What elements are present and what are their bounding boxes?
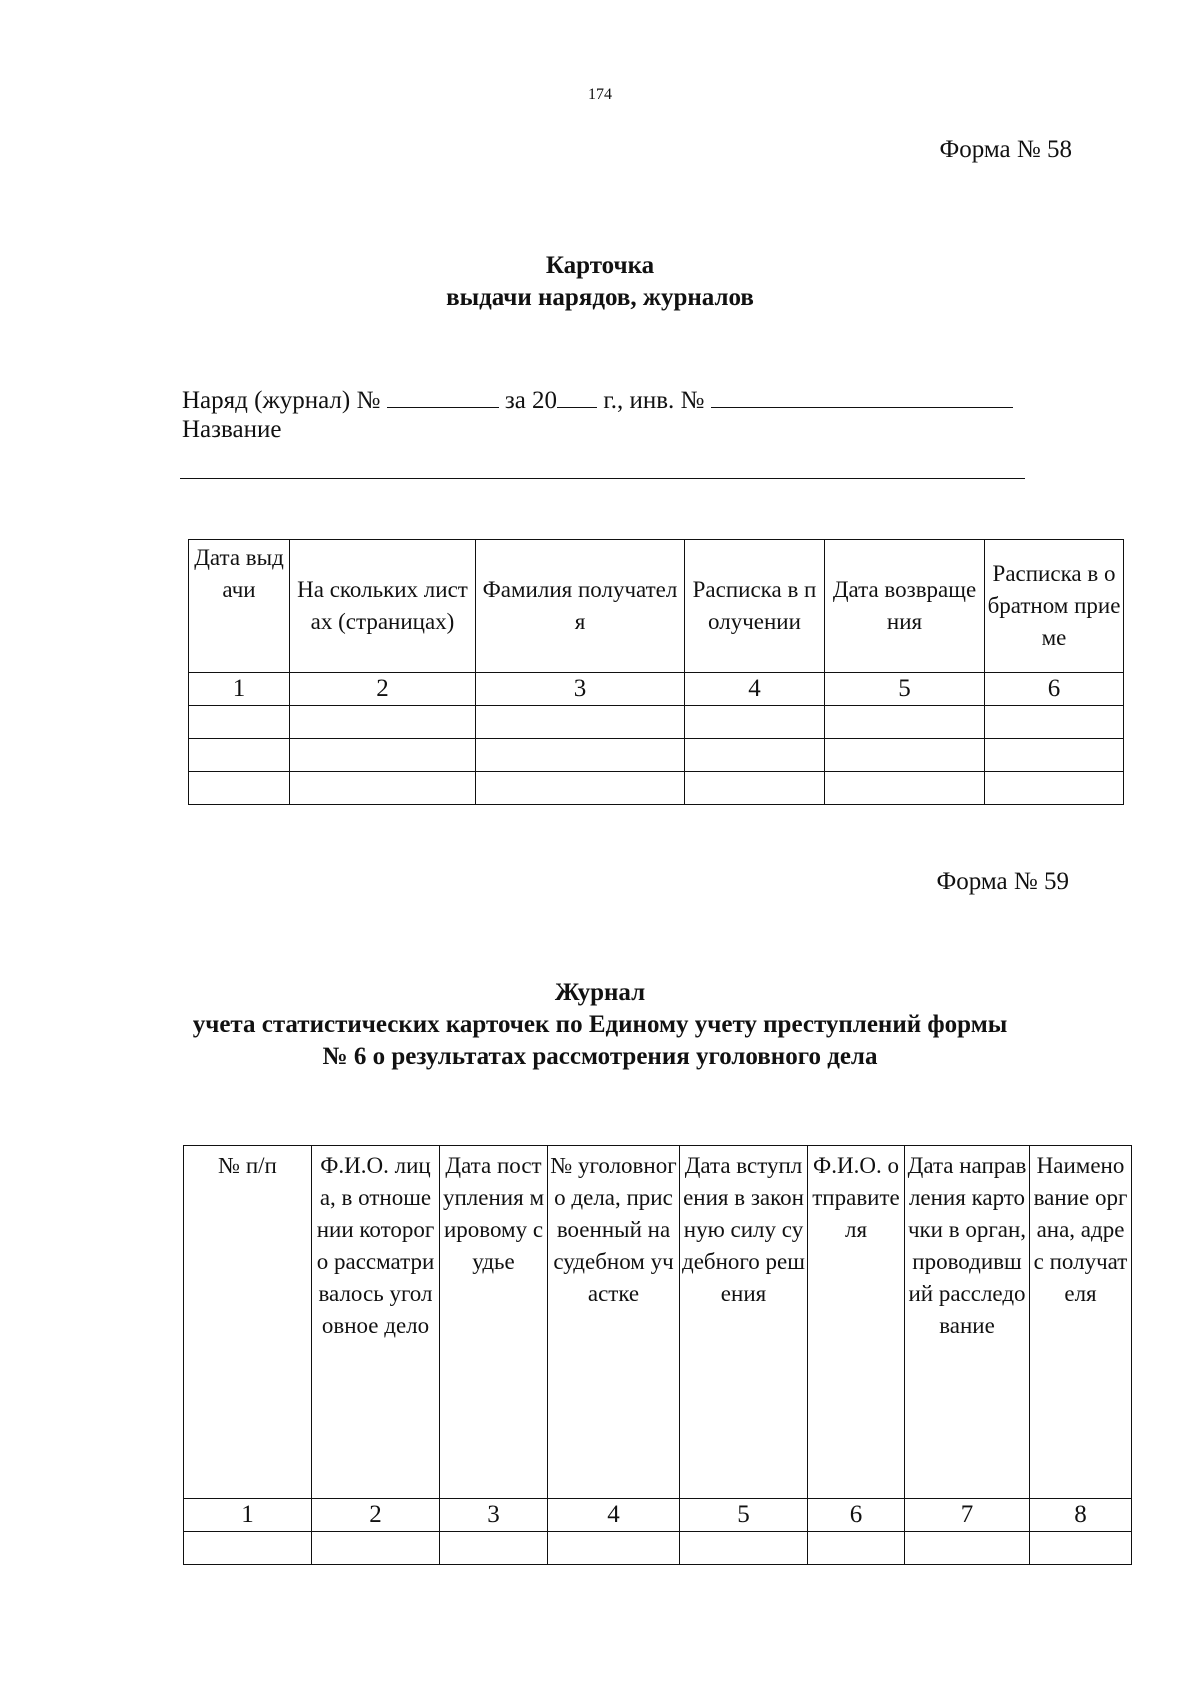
table-row	[189, 739, 1124, 772]
header-case-number: № уголовного дела, присвоенный на судебном участке	[548, 1146, 680, 1499]
form-59-title	[0, 977, 1200, 1073]
column-number: 7	[905, 1499, 1030, 1532]
column-number: 6	[808, 1499, 905, 1532]
table-cell[interactable]	[685, 706, 825, 739]
table-cell[interactable]	[476, 772, 685, 805]
table-cell[interactable]	[548, 1532, 680, 1565]
table-cell[interactable]	[189, 739, 290, 772]
header-recipient-surname: Фамилия получателя	[476, 540, 685, 673]
form-58-title-line-2: выдачи нарядов, журналов	[446, 284, 754, 311]
statistics-journal-table	[183, 1145, 1132, 1565]
header-effective-date: Дата вступления в законную силу судебного решения	[680, 1146, 808, 1499]
header-recipient-address: Наименование органа, адрес получателя	[1030, 1146, 1132, 1499]
table-cell[interactable]	[825, 739, 985, 772]
inventory-number-blank[interactable]	[711, 383, 1013, 408]
column-number: 1	[184, 1499, 312, 1532]
column-number-row	[189, 673, 1124, 706]
table-cell[interactable]	[476, 706, 685, 739]
header-person-name: Ф.И.О. лица, в отношении которого рассматривалось уголовное дело	[312, 1146, 440, 1499]
form-59-label: Форма № 59	[936, 868, 1069, 895]
naryad-label: Наряд (журнал) №	[182, 387, 381, 414]
header-return-signature: Расписка в обратном приеме	[985, 540, 1124, 673]
table-row	[184, 1532, 1132, 1565]
naryad-number-blank[interactable]	[387, 383, 499, 408]
table-row	[189, 772, 1124, 805]
header-sheet-count: На скольких листах (страницах)	[290, 540, 476, 673]
issuance-card-table	[188, 539, 1124, 805]
column-number-row	[184, 1499, 1132, 1532]
column-number: 1	[189, 673, 290, 706]
header-sender-name: Ф.И.О. отправителя	[808, 1146, 905, 1499]
table-cell[interactable]	[476, 739, 685, 772]
za-label: за 20	[504, 387, 558, 414]
form-59-title-line-3: № 6 о результатах рассмотрения уголовного дела	[322, 1043, 878, 1070]
table-cell[interactable]	[290, 772, 476, 805]
table-cell[interactable]	[440, 1532, 548, 1565]
form-58-label: Форма № 58	[939, 136, 1072, 163]
name-blank-line[interactable]	[180, 478, 1025, 479]
table-cell[interactable]	[189, 772, 290, 805]
table-cell[interactable]	[985, 706, 1124, 739]
column-number: 2	[312, 1499, 440, 1532]
form-59-title-line-1: Журнал	[554, 979, 646, 1006]
column-number: 6	[985, 673, 1124, 706]
table-cell[interactable]	[680, 1532, 808, 1565]
table-cell[interactable]	[685, 739, 825, 772]
table-cell[interactable]	[290, 739, 476, 772]
column-number: 5	[680, 1499, 808, 1532]
header-receipt-date: Дата поступления мировому судье	[440, 1146, 548, 1499]
header-sending-date: Дата направления карточки в орган, проводивший расследование	[905, 1146, 1030, 1499]
table-cell[interactable]	[312, 1532, 440, 1565]
naryad-field-line	[182, 383, 1013, 415]
column-number: 4	[685, 673, 825, 706]
table-cell[interactable]	[825, 772, 985, 805]
page-number: 174	[588, 86, 612, 103]
form-58-title-line-1: Карточка	[545, 252, 655, 279]
form-58-title	[0, 250, 1200, 314]
column-number: 3	[440, 1499, 548, 1532]
table-cell[interactable]	[184, 1532, 312, 1565]
column-number: 3	[476, 673, 685, 706]
table-cell[interactable]	[685, 772, 825, 805]
table-header-row	[189, 540, 1124, 673]
year-blank[interactable]	[557, 383, 597, 408]
table-cell[interactable]	[985, 739, 1124, 772]
header-row-number: № п/п	[184, 1146, 312, 1499]
table-row	[189, 706, 1124, 739]
table-cell[interactable]	[808, 1532, 905, 1565]
column-number: 2	[290, 673, 476, 706]
table-cell[interactable]	[825, 706, 985, 739]
table-cell[interactable]	[1030, 1532, 1132, 1565]
column-number: 4	[548, 1499, 680, 1532]
header-issue-date: Дата выдачи	[189, 540, 290, 673]
table-header-row	[184, 1146, 1132, 1499]
table-cell[interactable]	[290, 706, 476, 739]
year-inv-label: г., инв. №	[603, 387, 705, 414]
column-number: 8	[1030, 1499, 1132, 1532]
table-cell[interactable]	[985, 772, 1124, 805]
table-cell[interactable]	[905, 1532, 1030, 1565]
column-number: 5	[825, 673, 985, 706]
form-59-title-line-2: учета статистических карточек по Единому учету преступлений формы	[192, 1011, 1008, 1038]
header-receipt-signature: Расписка в получении	[685, 540, 825, 673]
table-cell[interactable]	[189, 706, 290, 739]
header-return-date: Дата возвращения	[825, 540, 985, 673]
name-field-label: Название	[182, 416, 282, 443]
